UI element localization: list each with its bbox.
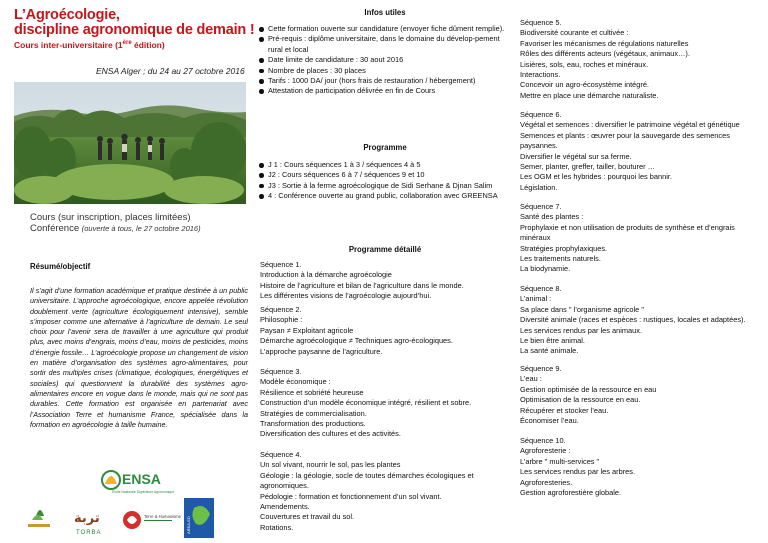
- sequence-line: Pédologie : formation et fonctionnement d’un sol vivant.: [260, 491, 442, 501]
- list-item: J 1 : Cours séquences 1 à 3 / séquences 4 à 5: [258, 160, 508, 170]
- list-item: Attestation de participation délivrée en fin de Cours: [258, 86, 508, 96]
- sequence-line: Rôles des différents acteurs (végétaux, animaux…).: [520, 49, 690, 59]
- infos-list: [258, 24, 508, 97]
- sequence-line: Végétal et semences : diversifier le patrimoine végétal et génétique: [520, 120, 740, 130]
- sequence-line: Les OGM et les hybrides : pourquoi les bannir.: [520, 172, 672, 182]
- left-logo: [28, 510, 50, 527]
- sequence-line: Philosophie :: [260, 315, 303, 325]
- sequence-line: Sa place dans " l’organisme agricole ": [520, 304, 644, 314]
- list-item: 4 : Conférence ouverte au grand public, collaboration avec GREENSA: [258, 191, 508, 201]
- sequence-line: Les différentes visions de l’agroécologie aujourd’hui.: [260, 291, 432, 301]
- sequence-line: Diversité animale (races et espèces : rustiques, locales et adaptées).: [520, 315, 746, 325]
- sequence-line: Biodiversité courante et cultivée :: [520, 28, 629, 38]
- cover-panel: [0, 0, 256, 543]
- sequence-line: Législation.: [520, 182, 558, 192]
- sequence-line: Agroforesteries.: [520, 477, 573, 487]
- right-panel: [520, 0, 768, 543]
- subtitle-sup: ère: [122, 40, 132, 47]
- sequence-line: Stratégies prophylaxiques.: [520, 243, 608, 253]
- course-info: [30, 212, 201, 234]
- sequence-line: Introduction à la démarche agroécologie: [260, 270, 392, 280]
- sequence-title: Séquence 2.: [260, 305, 302, 314]
- sequence-3: [260, 367, 510, 440]
- sequence-line: Récupérer et stocker l’eau.: [520, 405, 609, 415]
- sequence-8: [520, 284, 766, 357]
- event-date: ENSA Alger ; du 24 au 27 octobre 2016: [96, 66, 245, 76]
- sequence-line: Diversification des cultures et des activités.: [260, 429, 401, 439]
- sequence-line: Le bien être animal.: [520, 336, 585, 346]
- sequence-4: [260, 450, 510, 533]
- sequence-line: Histoire de l’agriculture et bilan de l’agriculture dans le monde.: [260, 280, 464, 290]
- sequence-line: Diversifier le végétal sur sa ferme.: [520, 151, 632, 161]
- field-photo-image: [14, 82, 246, 204]
- programme-list: [258, 160, 508, 202]
- sequence-5: [520, 18, 766, 101]
- field-photo: [14, 82, 246, 204]
- infos-heading: Infos utiles: [364, 8, 406, 17]
- list-item: J2 : Cours séquences 6 à 7 / séquences 9 et 10: [258, 170, 508, 180]
- sequence-line: Lisières, sols, eau, roches et minéraux.: [520, 59, 649, 69]
- sequence-title: Séquence 4.: [260, 450, 302, 459]
- torba-logo: [74, 511, 102, 536]
- sequence-line: Les services rendus par les animaux.: [520, 325, 643, 335]
- programme-heading: Programme: [363, 143, 407, 152]
- sequence-6: [520, 110, 766, 193]
- area-ed-logo: [184, 498, 214, 538]
- sequence-line: Rotations.: [260, 522, 294, 532]
- sequence-line: L’animal :: [520, 294, 552, 304]
- sequence-line: Semences et plants : œuvrer pour la sauvegarde des semences paysannes.: [520, 130, 730, 151]
- sequence-line: Interactions.: [520, 70, 561, 80]
- sequence-title: Séquence 10.: [520, 436, 566, 445]
- sequence-line: Un sol vivant, nourrir le sol, pas les plantes: [260, 460, 401, 470]
- sequence-line: Résilience et sobriété heureuse: [260, 387, 364, 397]
- sequence-1: [260, 260, 510, 302]
- sequence-line: Concevoir un agro-écosystème intégré.: [520, 80, 649, 90]
- sequence-line: Paysan ≠ Exploitant agricole: [260, 325, 354, 335]
- partner-logos-image: [14, 454, 254, 539]
- ensa-text: ENSA: [122, 471, 161, 487]
- conference-line: [30, 223, 201, 234]
- torba-text: TORBA: [76, 530, 102, 536]
- sequence-line: Stratégies de commercialisation.: [260, 408, 367, 418]
- title-line-1: L’Agroécologie,: [14, 7, 120, 23]
- sequence-line: Économiser l’eau.: [520, 416, 579, 426]
- conference-main: Conférence: [30, 223, 80, 234]
- sequence-title: Séquence 7.: [520, 202, 562, 211]
- list-item: Tarifs : 1000 DA/ jour (hors frais de restauration / hébergement): [258, 76, 508, 86]
- sequence-line: Modèle économique :: [260, 377, 331, 387]
- conference-note: (ouverte à tous, le 27 octobre 2016): [81, 224, 201, 233]
- sequence-line: Construction d’un modèle économique intégré, résilient et sobre.: [260, 398, 472, 408]
- sequence-line: Géologie : la géologie, socle de toutes démarches écologiques et agronomiques.: [260, 470, 474, 491]
- sequence-title: Séquence 9.: [520, 364, 562, 373]
- sequence-title: Séquence 8.: [520, 284, 562, 293]
- terre-text: Terre & Humanisme: [144, 514, 182, 519]
- sequence-line: L’eau :: [520, 374, 542, 384]
- sequence-line: L’arbre " multi-services ": [520, 456, 600, 466]
- partner-logos: [14, 454, 254, 539]
- sequence-line: Transformation des productions.: [260, 419, 366, 429]
- sequence-line: L’approche paysanne de l’agriculture.: [260, 346, 383, 356]
- resume-heading: Résumé/objectif: [30, 262, 91, 271]
- sequence-line: Semer, planter, greffer, tailler, bouturer …: [520, 162, 656, 172]
- sequence-line: Favoriser les mécanismes de régulations naturelles: [520, 38, 689, 48]
- brochure-subtitle: [14, 40, 165, 50]
- middle-panel: [258, 0, 512, 543]
- sequence-7: [520, 202, 766, 275]
- sequence-2: [260, 305, 510, 357]
- sequence-line: Mettre en place une démarche naturaliste.: [520, 90, 659, 100]
- sequence-line: Agroforesterie :: [520, 446, 571, 456]
- list-item: Cette formation ouverte sur candidature (envoyer fiche dûment remplie).: [258, 24, 508, 34]
- title-line-2: discipline agronomique de demain !: [14, 22, 255, 38]
- sequence-title: Séquence 5.: [520, 18, 562, 27]
- ensa-logo: [102, 471, 174, 494]
- sequence-line: Les services rendus par les arbres.: [520, 467, 636, 477]
- area-ed-text: AREA-ED: [186, 516, 191, 534]
- sequence-title: Séquence 3.: [260, 367, 302, 376]
- sequence-9: [520, 364, 766, 426]
- sequence-title: Séquence 6.: [520, 110, 562, 119]
- list-item: Pré-requis : diplôme universitaire, dans le domaine du dévelop-pement rural et local: [258, 34, 508, 55]
- sequence-line: Optimisation de la ressource en eau.: [520, 395, 641, 405]
- sequence-line: Couvertures et travail du sol.: [260, 512, 355, 522]
- sequence-line: Santé des plantes :: [520, 212, 584, 222]
- programme-detaille-heading: Programme détaillé: [348, 245, 422, 254]
- cours-line: Cours (sur inscription, places limitées): [30, 212, 191, 223]
- terre-humanisme-logo: [123, 511, 182, 529]
- sequence-line: Amendements.: [260, 502, 310, 512]
- sequence-line: La santé animale.: [520, 346, 579, 356]
- sequence-line: Prophylaxie et non utilisation de produits de synthèse et d’engrais minéraux: [520, 222, 735, 243]
- ensa-subtext: École Nationale Supérieure Agronomique: [112, 490, 175, 494]
- list-item: Nombre de places : 30 places: [258, 66, 508, 76]
- torba-arabic: تربة: [74, 511, 100, 526]
- list-item: Date limite de candidature : 30 aout 2016: [258, 55, 508, 65]
- sequence-10: [520, 436, 766, 498]
- brochure-title: [14, 8, 255, 38]
- sequence-line: Gestion optimisée de la ressource en eau: [520, 384, 657, 394]
- subtitle-main: Cours inter-universitaire (1: [14, 40, 123, 50]
- sequence-line: Les traitements naturels.: [520, 254, 601, 264]
- subtitle-end: édition): [131, 40, 165, 50]
- list-item: J3 : Sortie à la ferme agroécologique de Sidi Serhane & Djnan Salim: [258, 181, 508, 191]
- sequence-title: Séquence 1.: [260, 260, 302, 269]
- sequence-line: Gestion agroforestière globale.: [520, 488, 622, 498]
- resume-text: Il s’agit d’une formation académique et pratique destinée à un public universitaire. L’approche agroécologique, encore appelée révolution doublement verte (agriculture écologiquement intensive), semble s’imposer comme une alternative à l’agriculture de demain. Le seul choix pour l’avenir sera de travailler à une agriculture qui produit plus, avec moins d’engrais, moins d’eau, moins de pesticides, moins d’énergie fossile… L’agroécologie propose un changement de vision en matière d’organisation des systèmes agro-alimentaires, pour sortir des multiples crises (climatique, écologiques, énergétiques et sociales) qui questionnent la durabilité des systèmes agro-alimentaires encore en vogue dans le monde, mais qui ne sont pas durables. Cette formation est organisée en partenariat avec l’Association Terre et humanisme France, spécialisée dans la formation en agroécologie à taille humaine.: [30, 286, 248, 429]
- sequence-line: La biodynamie.: [520, 264, 571, 274]
- sequence-line: Démarche agroécologique ≠ Techniques agro-écologiques.: [260, 336, 453, 346]
